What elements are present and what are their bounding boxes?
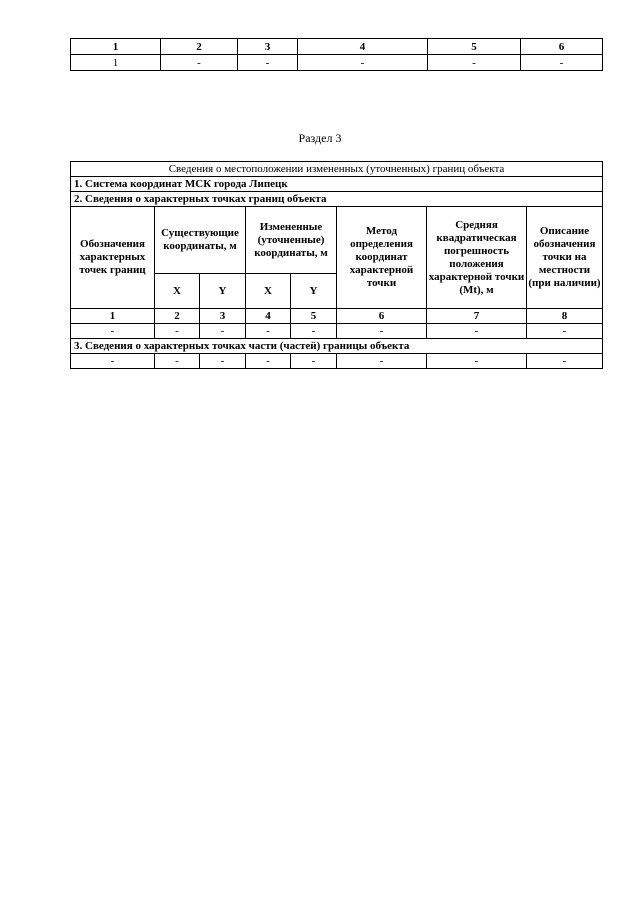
table-cell: - <box>291 354 337 369</box>
column-number: 6 <box>337 309 427 324</box>
top-table <box>70 38 603 71</box>
table-cell: - <box>200 354 246 369</box>
top-header-cell: 3 <box>238 39 298 55</box>
top-cell: - <box>238 55 298 71</box>
existing-y-label: Y <box>200 274 246 309</box>
table-cell: - <box>71 354 155 369</box>
col-changed-coords: Измененные (уточненные) координаты, м <box>246 207 337 274</box>
top-cell: - <box>161 55 238 71</box>
item3-row <box>71 339 603 354</box>
changed-y-label: Y <box>291 274 337 309</box>
changed-x-label: X <box>246 274 291 309</box>
top-header-cell: 4 <box>298 39 428 55</box>
column-number: 4 <box>246 309 291 324</box>
top-cell: - <box>428 55 521 71</box>
column-number: 2 <box>155 309 200 324</box>
table-cell: - <box>71 324 155 339</box>
top-table-row <box>71 55 603 71</box>
column-number: 1 <box>71 309 155 324</box>
table-row <box>71 324 603 339</box>
top-cell: 1 <box>71 55 161 71</box>
column-number: 3 <box>200 309 246 324</box>
col-description: Описание обозначения точки на местности (при наличии) <box>527 207 603 309</box>
table-cell: - <box>337 324 427 339</box>
column-header-row <box>71 207 603 274</box>
table-cell: - <box>427 324 527 339</box>
table-cell: - <box>246 324 291 339</box>
col-error: Средняя квадратическая погрешность положения характерной точки (Mt), м <box>427 207 527 309</box>
table-cell: - <box>337 354 427 369</box>
top-cell: - <box>521 55 603 71</box>
table-cell: - <box>291 324 337 339</box>
top-table-header-row <box>71 39 603 55</box>
col-existing-coords: Существующие координаты, м <box>155 207 246 274</box>
column-number: 5 <box>291 309 337 324</box>
table-cell: - <box>246 354 291 369</box>
table-caption: Сведения о местоположении измененных (уточненных) границ объекта <box>71 162 603 177</box>
top-header-cell: 2 <box>161 39 238 55</box>
col-method: Метод определения координат характерной точки <box>337 207 427 309</box>
column-numbers-row <box>71 309 603 324</box>
column-number: 7 <box>427 309 527 324</box>
col-designation: Обозначения характерных точек границ <box>71 207 155 309</box>
table-cell: - <box>155 324 200 339</box>
top-header-cell: 5 <box>428 39 521 55</box>
section-title: Раздел 3 <box>298 131 342 145</box>
item1-row <box>71 177 603 192</box>
part-boundary-heading: 3. Сведения о характерных точках части (частей) границы объекта <box>71 339 603 354</box>
column-number: 8 <box>527 309 603 324</box>
top-cell: - <box>298 55 428 71</box>
caption-row <box>71 162 603 177</box>
existing-x-label: X <box>155 274 200 309</box>
table-cell: - <box>155 354 200 369</box>
table-cell: - <box>200 324 246 339</box>
top-header-cell: 1 <box>71 39 161 55</box>
top-header-cell: 6 <box>521 39 603 55</box>
coordinates-table <box>70 161 603 369</box>
table-cell: - <box>527 324 603 339</box>
table-row <box>71 354 603 369</box>
table-cell: - <box>527 354 603 369</box>
coordinate-system-row: 1. Система координат МСК города Липецк <box>71 177 603 192</box>
boundary-points-heading: 2. Сведения о характерных точках границ объекта <box>71 192 603 207</box>
table-cell: - <box>427 354 527 369</box>
item2-row <box>71 192 603 207</box>
